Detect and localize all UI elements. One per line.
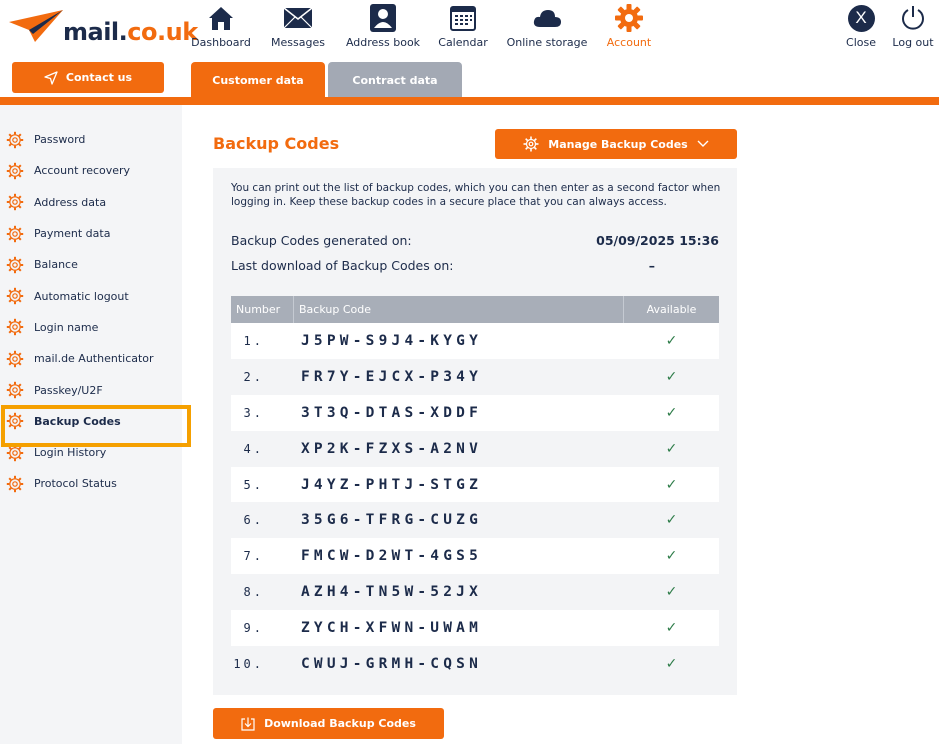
row-number: 4.: [243, 441, 264, 456]
available-check-icon: ✓: [665, 620, 678, 637]
gear-icon: [6, 131, 24, 149]
close-label: Close: [846, 36, 876, 49]
nav-calendar-label: Calendar: [438, 36, 488, 49]
available-check-icon: ✓: [665, 404, 678, 421]
sidebar-item-label: Backup Codes: [34, 414, 121, 428]
power-icon: [898, 4, 928, 32]
gear-icon: [6, 381, 24, 399]
row-number: 10.: [233, 656, 264, 671]
right-nav: [835, 0, 939, 49]
contact-card-icon: [368, 4, 398, 32]
mail-logo[interactable]: [9, 8, 198, 48]
generated-label: Backup Codes generated on:: [231, 233, 412, 248]
gear-icon: [6, 412, 24, 430]
available-check-icon: ✓: [665, 440, 678, 457]
sidebar-item-label: Protocol Status: [34, 477, 117, 491]
close-icon-glyph: X: [848, 5, 875, 32]
envelope-icon: [283, 4, 313, 32]
table-row: [231, 502, 719, 538]
gear-icon: [6, 162, 24, 180]
gear-icon: [6, 256, 24, 274]
row-number: 5.: [243, 477, 264, 492]
logo-envelope-icon: [9, 8, 65, 44]
sidebar-item-account-recovery[interactable]: [0, 155, 182, 186]
sidebar-item-label: mail.de Authenticator: [34, 352, 154, 366]
backup-code: CWUJ-GRMH-CQSN: [301, 655, 483, 672]
gear-icon: [523, 136, 539, 152]
sidebar-menu: [0, 124, 182, 500]
backup-code: J4YZ-PHTJ-STGZ: [301, 476, 483, 493]
sidebar-item-automatic-logout[interactable]: [0, 280, 182, 311]
sidebar-item-label: Passkey/U2F: [34, 383, 103, 397]
nav-account-label: Account: [606, 36, 652, 49]
nav-calendar[interactable]: [426, 0, 500, 50]
available-check-icon: ✓: [665, 655, 678, 672]
gear-icon: [6, 193, 24, 211]
sidebar-item-login-name[interactable]: [0, 312, 182, 343]
row-number: 1.: [243, 333, 264, 348]
backup-code: FMCW-D2WT-4GS5: [301, 548, 483, 565]
backup-codes-panel: [213, 168, 737, 695]
nav-address-book-label: Address book: [345, 36, 421, 49]
row-number: 6.: [243, 513, 264, 528]
gear-icon: [6, 444, 24, 462]
tab-customer-data[interactable]: Customer data: [191, 62, 325, 98]
nav-online-storage[interactable]: [500, 0, 594, 50]
sidebar-item-backup-codes[interactable]: [0, 406, 182, 437]
manage-backup-codes-label: Manage Backup Codes: [548, 137, 688, 151]
table-row: [231, 646, 719, 682]
table-row: [231, 323, 719, 359]
logout-label: Log out: [892, 36, 934, 49]
sidebar-item-password[interactable]: [0, 124, 182, 155]
sidebar-item-label: Payment data: [34, 227, 111, 241]
calendar-icon: [448, 4, 478, 32]
main-nav: [186, 0, 664, 50]
row-number: 9.: [243, 621, 264, 636]
sidebar-item-payment-data[interactable]: [0, 218, 182, 249]
tab-bar: [191, 62, 462, 98]
sidebar-item-address-data[interactable]: [0, 187, 182, 218]
nav-online-storage-label: Online storage: [506, 36, 588, 49]
gear-icon: [6, 475, 24, 493]
available-check-icon: ✓: [665, 584, 678, 601]
table-body: [231, 323, 719, 682]
available-check-icon: ✓: [665, 548, 678, 565]
last-download-value: –: [648, 258, 655, 273]
generated-value: 05/09/2025 15:36: [596, 233, 719, 248]
backup-code: XP2K-FZXS-A2NV: [301, 440, 483, 457]
sidebar-item-label: Login name: [34, 320, 99, 334]
row-number: 7.: [243, 549, 264, 564]
manage-backup-codes-button[interactable]: [495, 129, 737, 159]
download-icon: [241, 717, 255, 731]
row-number: 3.: [243, 405, 264, 420]
nav-messages[interactable]: [256, 0, 340, 50]
sidebar-item-label: Automatic logout: [34, 289, 129, 303]
sidebar-item-protocol-status[interactable]: [0, 468, 182, 499]
sidebar-item-balance[interactable]: [0, 249, 182, 280]
sidebar-item-label: Address data: [34, 195, 107, 209]
table-row: [231, 574, 719, 610]
nav-messages-label: Messages: [271, 36, 325, 49]
gear-icon: [6, 350, 24, 368]
table-row: [231, 467, 719, 503]
available-check-icon: ✓: [665, 332, 678, 349]
gear-icon: [6, 287, 24, 305]
gear-icon: [614, 4, 644, 32]
nav-dashboard[interactable]: [186, 0, 256, 50]
sidebar-item-label: Password: [34, 133, 86, 147]
sidebar-item-mail-de-authenticator[interactable]: [0, 343, 182, 374]
available-check-icon: ✓: [665, 368, 678, 385]
backup-code: ZYCH-XFWN-UWAM: [301, 620, 483, 637]
backup-code: 35G6-TFRG-CUZG: [301, 512, 483, 529]
sidebar-item-label: Balance: [34, 258, 78, 272]
nav-dashboard-label: Dashboard: [191, 36, 251, 49]
send-icon: [44, 71, 58, 85]
table-row: [231, 610, 719, 646]
column-header-backup-code: Backup Code: [294, 296, 624, 323]
contact-us-label: Contact us: [65, 71, 133, 84]
logo-main-text: mail.: [63, 18, 128, 46]
available-check-icon: ✓: [665, 476, 678, 493]
table-row: [231, 359, 719, 395]
table-row: [231, 538, 719, 574]
close-icon: [846, 4, 876, 32]
column-header-available: Available: [646, 303, 697, 316]
home-icon: [206, 4, 236, 32]
chevron-down-icon: [697, 140, 709, 148]
intro-text: You can print out the list of backup codes, which you can then enter as a second factor when logging in. Keep these backup codes in a secure place that you can always access.: [231, 182, 721, 208]
header-divider: [0, 97, 939, 105]
nav-address-book[interactable]: [340, 0, 426, 50]
available-check-icon: ✓: [665, 512, 678, 529]
backup-code: FR7Y-EJCX-P34Y: [301, 368, 483, 385]
logo-text: [63, 18, 198, 46]
sidebar-item-label: Account recovery: [34, 164, 131, 178]
row-number: 2.: [243, 369, 264, 384]
last-download-label: Last download of Backup Codes on:: [231, 258, 454, 273]
tab-contract-data[interactable]: Contract data: [328, 62, 462, 98]
row-number: 8.: [243, 585, 264, 600]
download-backup-codes-button[interactable]: [213, 708, 444, 739]
gear-icon: [6, 225, 24, 243]
sidebar-item-passkey-u2f[interactable]: [0, 374, 182, 405]
contact-us-button[interactable]: [12, 62, 164, 93]
nav-account[interactable]: [594, 0, 664, 50]
generated-row: [231, 233, 719, 248]
cloud-icon: [532, 4, 562, 32]
backup-codes-table: [231, 296, 719, 682]
page-title: Backup Codes: [213, 134, 340, 153]
sidebar-item-login-history[interactable]: [0, 437, 182, 468]
last-download-row: [231, 258, 709, 273]
close-button[interactable]: [835, 0, 887, 49]
backup-code: AZH4-TN5W-52JX: [301, 584, 483, 601]
table-row: [231, 395, 719, 431]
table-header: [231, 296, 719, 323]
sidebar-item-label: Login History: [34, 446, 107, 460]
column-header-number: Number: [231, 296, 294, 323]
download-backup-codes-label: Download Backup Codes: [264, 717, 416, 730]
top-header: [0, 0, 939, 104]
logo-tld-text: co.uk: [127, 18, 198, 46]
backup-code: J5PW-S9J4-KYGY: [301, 332, 483, 349]
table-row: [231, 431, 719, 467]
gear-icon: [6, 318, 24, 336]
logout-button[interactable]: [887, 0, 939, 49]
backup-code: 3T3Q-DTAS-XDDF: [301, 404, 483, 421]
